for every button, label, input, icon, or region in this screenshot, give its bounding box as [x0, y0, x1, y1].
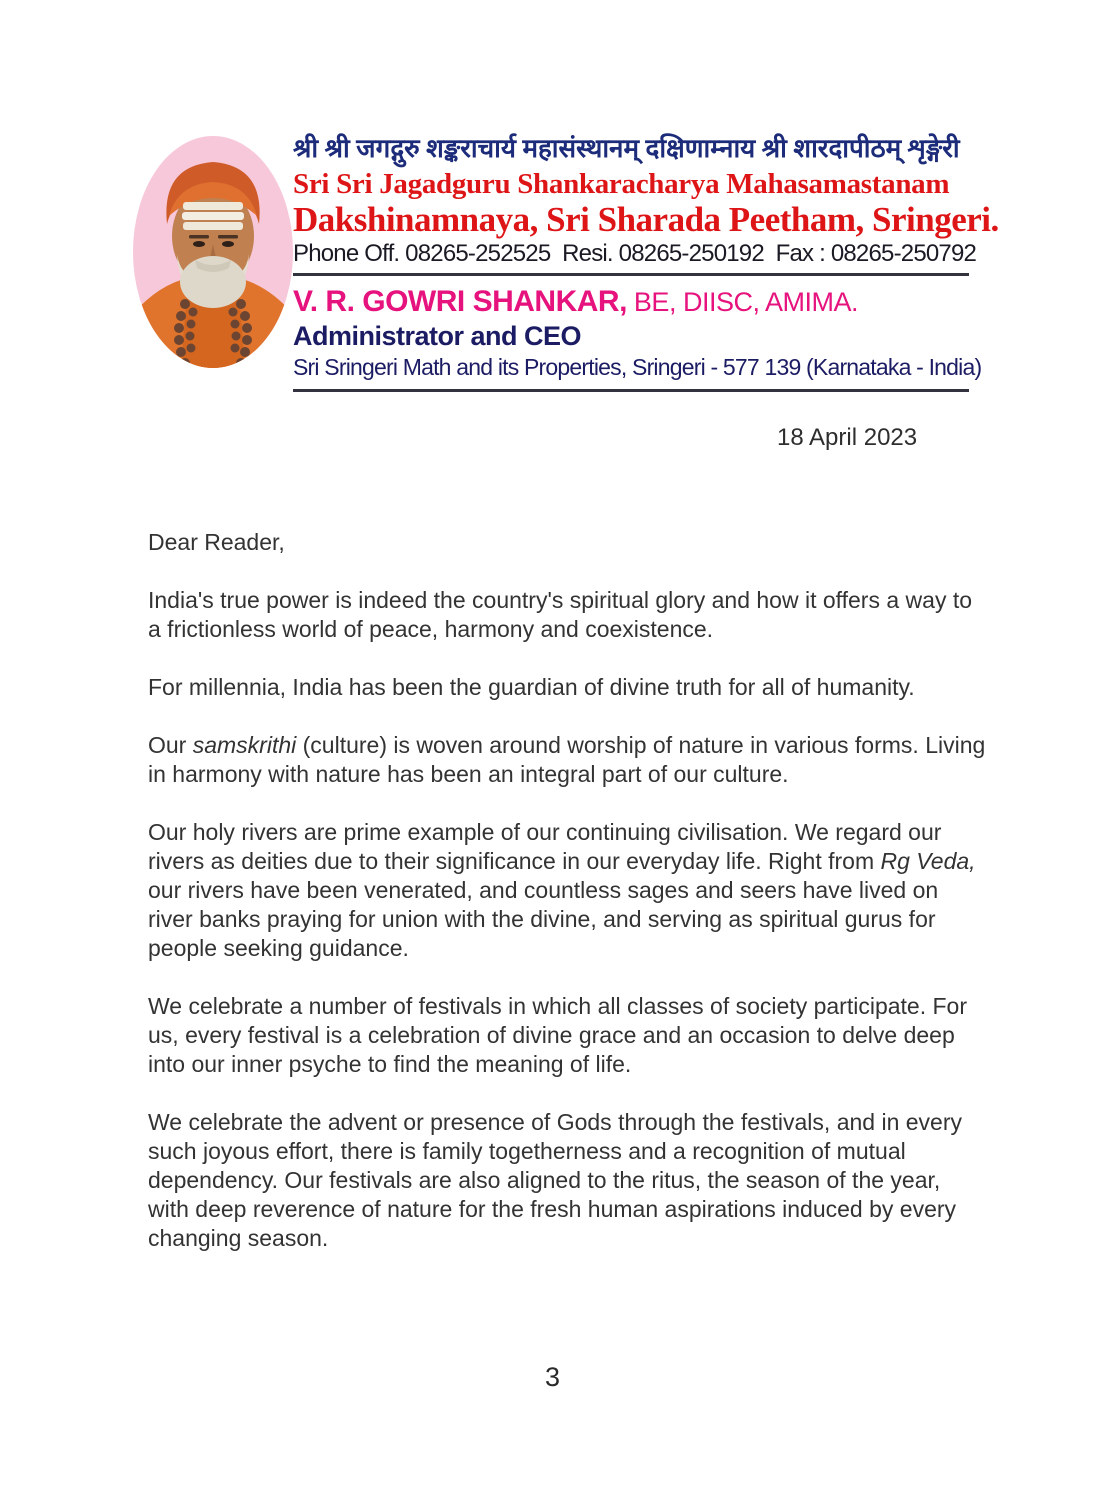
letterhead: [133, 133, 999, 392]
paragraph-2: For millennia, India has been the guardian of divine truth for all of humanity.: [148, 674, 915, 700]
page-number: 3: [544, 1362, 561, 1392]
org-name-line2: Dakshinamnaya, Sri Sharada Peetham, Sringeri.: [293, 200, 999, 239]
letter-date: 18 April 2023: [777, 424, 918, 451]
officer-name: V. R. GOWRI SHANKAR,: [293, 285, 627, 318]
paragraph-6: We celebrate the advent or presence of Gods through the festivals, and in every such joyous effort, there is family togetherness and a recognition of mutual dependency. Our festivals are also aligned to the ritus, the season of the year, with deep reverence of nature for the fresh human aspirations induced by every changing season.: [148, 1109, 962, 1251]
contact-phone-line: Phone Off. 08265-252525 Resi. 08265-250192 Fax : 08265-250792: [293, 240, 977, 267]
paragraph-5: We celebrate a number of festivals in which all classes of society participate. For us, every festival is a celebration of divine grace and an occasion to delve deep into our inner psyche to find the meaning of life.: [148, 993, 967, 1077]
swami-portrait: [133, 136, 293, 368]
letterhead-divider-bottom: [293, 389, 969, 392]
devanagari-org-line: श्री श्री जगद्गुरु शङ्कराचार्य महासंस्थानम् दक्षिणाम्नाय श्री शारदापीठम् शृङ्गेरी: [293, 134, 960, 163]
officer-address: Sri Sringeri Math and its Properties, Sringeri - 577 139 (Karnataka - India): [293, 354, 982, 380]
letterhead-divider-top: [293, 273, 969, 276]
paragraph-1: India's true power is indeed the country's spiritual glory and how it offers a way to a frictionless world of peace, harmony and coexistence.: [148, 587, 973, 642]
swami-portrait-image: [133, 136, 293, 368]
letter-body: [148, 528, 986, 1282]
salutation: Dear Reader,: [148, 529, 285, 555]
officer-credentials: BE, DIISC, AMIMA.: [626, 287, 858, 317]
org-name-line1: Sri Sri Jagadguru Shankaracharya Mahasamastanam: [293, 168, 950, 200]
paragraph-3: Our samskrithi (culture) is woven around worship of nature in various forms. Living in harmony with nature has been an integral part of our culture.: [148, 732, 986, 787]
letterhead-text: [293, 133, 999, 392]
officer-name-line: [293, 285, 971, 319]
paragraph-4: Our holy rivers are prime example of our continuing civilisation. We regard our rivers as deities due to their significance in our everyday life. Right from Rg Veda, our rivers have been venerated, and countless sages and seers have lived on river banks praying for union with the divine, and serving as spiritual gurus for people seeking guidance.: [148, 819, 976, 961]
officer-title: Administrator and CEO: [293, 321, 582, 351]
